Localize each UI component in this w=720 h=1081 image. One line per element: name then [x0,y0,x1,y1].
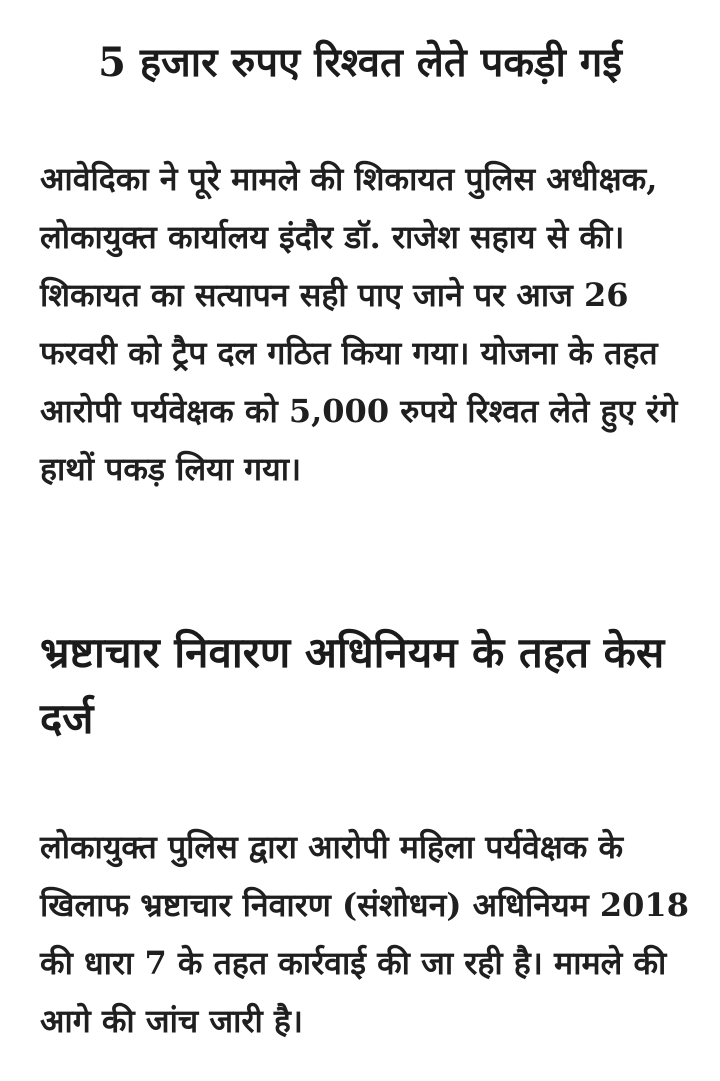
article-paragraph-2: लोकायुक्त पुलिस द्वारा आरोपी महिला पर्यवेक्षक के खिलाफ भ्रष्टाचार निवारण (संशोधन) अधिनियम 2018 की धारा 7 के तहत कार्रवाई की जा रही है। मामले की आगे की जांच जारी है। [40,828,689,1040]
article-paragraph-1: आवेदिका ने पूरे मामले की शिकायत पुलिस अधीक्षक, लोकायुक्त कार्यालय इंदौर डॉ. राजेश सहाय से की। शिकायत का सत्यापन सही पाए जाने पर आज 26 फरवरी को ट्रैप दल गठित किया गया। योजना के तहत आरोपी पर्यवेक्षक को 5,000 रुपये रिश्वत लेते हुए रंगे हाथों पकड़ लिया गया। [40,160,678,488]
article-subheading: भ्रष्टाचार निवारण अधिनियम के तहत केस दर्ज [40,628,665,743]
article-headline: 5 हजार रुपए रिश्वत लेते पकड़ी गई [98,39,622,86]
